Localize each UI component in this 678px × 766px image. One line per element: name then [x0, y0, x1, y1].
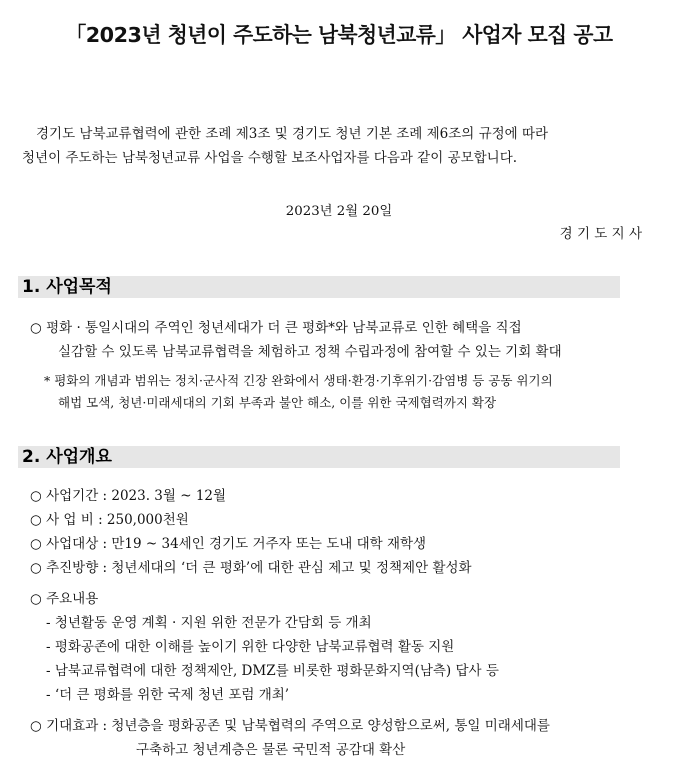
contents-item: - 남북교류협력에 대한 정책제안, DMZ를 비롯한 평화문화지역(남측) 답사 등 — [46, 663, 499, 679]
purpose-bullet-line-1: ○ 평화 · 통일시대의 주역인 청년세대가 더 큰 평화*와 남북교류로 인한 혜택을 직접 — [30, 320, 522, 336]
intro-line-2: 청년이 주도하는 남북청년교류 사업을 수행할 보조사업자를 다음과 같이 공모합니다. — [22, 150, 518, 166]
overview-budget: ○ 사 업 비 : 250,000천원 — [30, 512, 189, 528]
overview-effect-line-1: ○ 기대효과 : 청년층을 평화공존 및 남북협력의 주역으로 양성함으로써, 통일 미래세대를 — [30, 718, 550, 734]
issuer: 경 기 도 지 사 — [559, 226, 642, 242]
section-2-heading: 2. 사업개요 — [22, 447, 112, 467]
section-2-header — [18, 446, 620, 468]
section-1-header — [18, 276, 620, 298]
contents-item: - 청년활동 운영 계획 · 지원 위한 전문가 간담회 등 개최 — [46, 615, 372, 631]
page-title: 「2023년 청년이 주도하는 남북청년교류」 사업자 모집 공고 — [65, 23, 613, 47]
purpose-note-line-1: * 평화의 개념과 범위는 정치·군사적 긴장 완화에서 생태·환경·기후위기·감염병 등 공동 위기의 — [44, 373, 553, 388]
purpose-note-line-2: 해법 모색, 청년·미래세대의 기회 부족과 불안 해소, 이를 위한 국제협력까지 확장 — [58, 395, 497, 410]
contents-item: - ‘더 큰 평화를 위한 국제 청년 포럼 개최’ — [46, 687, 290, 703]
overview-period: ○ 사업기간 : 2023. 3월 ~ 12월 — [30, 488, 227, 504]
overview-effect-line-2: 구축하고 청년계층은 물론 국민적 공감대 확산 — [136, 742, 406, 758]
intro-line-1: 경기도 남북교류협력에 관한 조례 제3조 및 경기도 청년 기본 조례 제6조의 규정에 따라 — [36, 126, 549, 142]
contents-item: - 평화공존에 대한 이해를 높이기 위한 다양한 남북교류협력 활동 지원 — [46, 639, 455, 655]
overview-target: ○ 사업대상 : 만19 ~ 34세인 경기도 거주자 또는 도내 대학 재학생 — [30, 536, 427, 552]
purpose-bullet-line-2: 실감할 수 있도록 남북교류협력을 체험하고 정책 수립과정에 참여할 수 있는 기회 확대 — [58, 344, 562, 360]
overview-contents-label: ○ 주요내용 — [30, 591, 99, 607]
section-1-heading: 1. 사업목적 — [22, 277, 112, 297]
announcement-date: 2023년 2월 20일 — [285, 204, 393, 219]
overview-direction: ○ 추진방향 : 청년세대의 ‘더 큰 평화’에 대한 관심 제고 및 정책제안 활성화 — [30, 560, 472, 576]
